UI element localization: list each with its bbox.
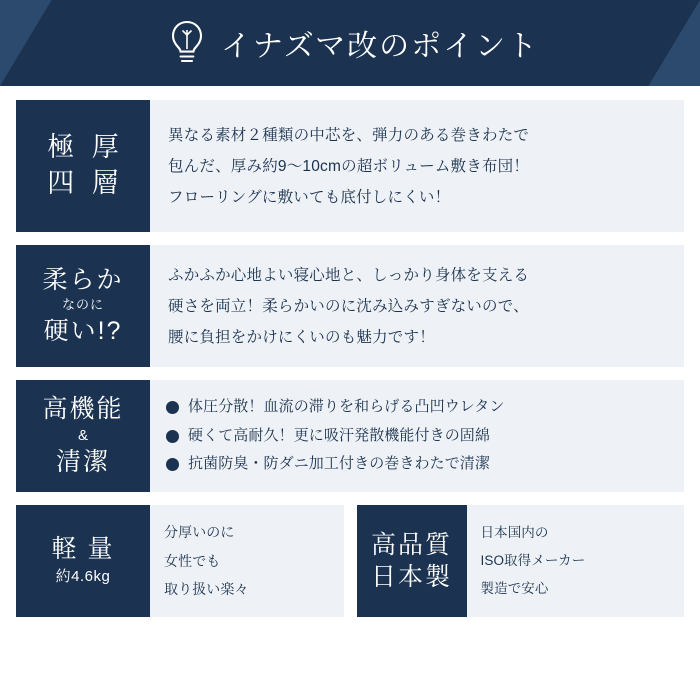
feature-body-softness	[150, 245, 684, 367]
bullet-dot-icon	[166, 430, 179, 443]
bullet-dot-icon	[166, 458, 179, 471]
header-inner	[161, 19, 539, 67]
card-label-made-in-japan	[357, 505, 467, 617]
card-lightweight	[16, 505, 344, 617]
bullet-text: 硬くて高耐久！更に吸汗発散機能付きの固綿	[188, 426, 491, 444]
bullet-text: 体圧分散！血流の滞りを和らげる凸凹ウレタン	[188, 398, 505, 416]
page-title: イナズマ改のポイント	[220, 30, 540, 63]
feature-label-line: 四 層	[47, 168, 124, 198]
bullet-dot-icon	[166, 401, 179, 414]
bullet-item	[166, 422, 668, 451]
card-label-subline: 約4.6kg	[55, 568, 111, 586]
feature-body-line: フローリングに敷いても底付しにくい！	[168, 188, 451, 206]
feature-label-line: 硬い!?	[43, 316, 123, 345]
feature-body-line: ふかふか心地よい寝心地と、しっかり身体を支える	[168, 266, 530, 284]
feature-body-thickness	[150, 100, 684, 232]
feature-label-softness	[16, 245, 150, 367]
feature-row-function	[16, 380, 684, 492]
feature-body-line: 硬さを両立！柔らかいのに沈み込みすぎないので、	[168, 297, 529, 315]
feature-body-line: 包んだ、厚み約9〜10cmの超ボリューム敷き布団！	[168, 157, 530, 175]
feature-label-thickness	[16, 100, 150, 232]
bullet-item	[166, 393, 668, 422]
card-label-line: 日本製	[370, 563, 452, 591]
feature-label-ampersand: &	[77, 426, 88, 444]
bullet-item	[166, 450, 668, 479]
feature-label-line: 極 厚	[47, 132, 124, 163]
feature-label-line: 清潔	[55, 448, 110, 477]
feature-row-softness	[16, 245, 684, 367]
card-made-in-japan	[357, 505, 685, 617]
bottom-card-row	[16, 505, 684, 617]
feature-label-subline: なのに	[61, 296, 104, 312]
feature-row-thickness	[16, 100, 684, 232]
header-banner	[0, 0, 700, 86]
lightbulb-icon	[167, 19, 207, 67]
feature-label-line: 柔らか	[42, 265, 124, 294]
feature-label-line: 高機能	[42, 394, 124, 423]
features-content	[0, 86, 700, 629]
card-body-line: 取り扱い楽々	[164, 581, 249, 598]
card-body-line: 女性でも	[164, 552, 221, 569]
card-body-line: 日本国内の	[480, 525, 549, 541]
bullet-text: 抗菌防臭・防ダニ加工付きの巻きわたで清潔	[188, 455, 491, 473]
card-body-line: 分厚いのに	[164, 523, 235, 540]
card-label-line: 軽 量	[51, 534, 115, 563]
card-label-lightweight	[16, 505, 150, 617]
card-body-line: ISO取得メーカー	[480, 553, 586, 569]
card-label-line: 高品質	[370, 530, 452, 559]
card-body-lightweight	[150, 505, 344, 617]
card-body-made-in-japan	[467, 505, 685, 617]
feature-body-line: 異なる素材２種類の中芯を、弾力のある巻きわたで	[168, 126, 530, 144]
feature-body-function	[150, 380, 684, 492]
card-body-line: 製造で安心	[480, 580, 549, 596]
feature-label-function	[16, 380, 150, 492]
feature-body-line: 腰に負担をかけにくいのも魅力です！	[168, 328, 435, 346]
